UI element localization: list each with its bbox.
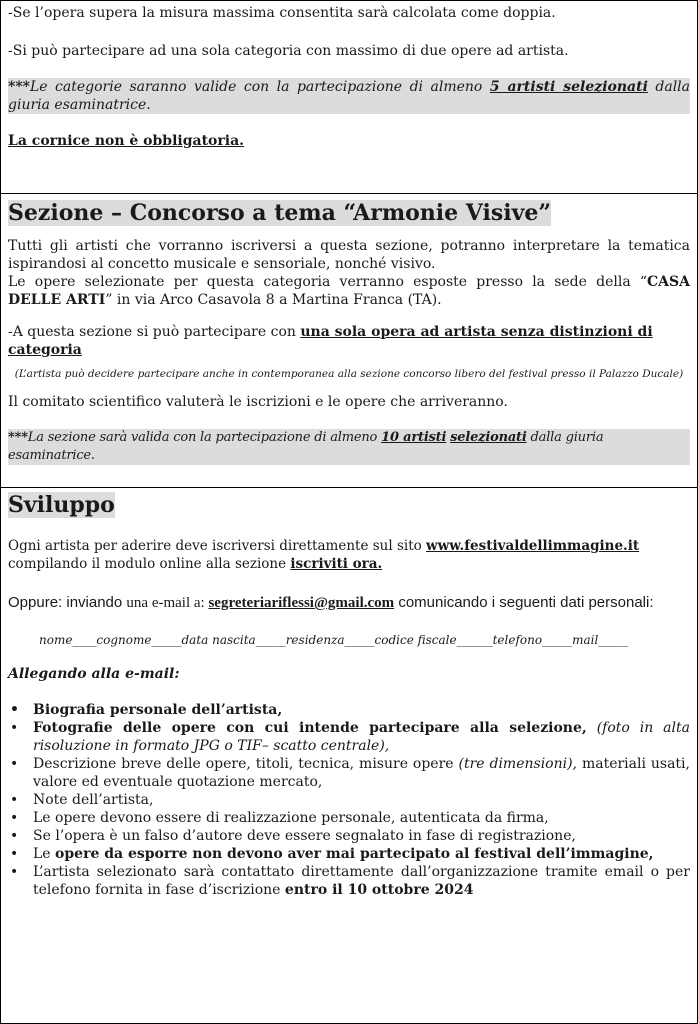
list-item: • Le opere devono essere di realizzazione personale, autenticata da firma, <box>8 809 690 827</box>
email-link[interactable]: segreteriariflessi@gmail.com <box>208 595 395 611</box>
contest-rule: -A questa sezione si può partecipare con una sola opera ad artista senza distinzioni di categoria <box>8 324 653 358</box>
note-selected: selezionati <box>450 430 527 445</box>
section-title: Sezione – Concorso a tema “Armonie Visive” <box>8 200 552 226</box>
contest-intro: Tutti gli artisti che vorranno iscriversi a questa sezione, potranno interpretare la tematica ispirandosi al concetto musicale e sensoriale, nonché visivo. <box>8 238 690 272</box>
note-stars: *** <box>8 79 30 95</box>
list-item: • Se l’opera è un falso d’autore deve essere segnalato in fase di registrazione, <box>8 827 690 845</box>
note-categories <box>8 78 690 114</box>
registration-info: Ogni artista per aderire deve iscriversi direttamente sul sito www.festivaldellimmagine.it compilando il modulo online alla sezione iscriviti ora. <box>8 538 640 572</box>
list-item: • L’artista selezionato sarà contattato direttamente dall’organizzazione tramite email o per telefono fornita in fase d’iscrizione entro il 10 ottobre 2024 <box>8 863 690 899</box>
rule-size: -Se l’opera supera la misura massima consentita sarà calcolata come doppia. <box>8 5 556 21</box>
rule-category: -Si può partecipare ad una sola categoria con massimo di due opere ad artista. <box>8 43 569 59</box>
note-text-end: dalla giuria esaminatrice. <box>8 79 691 113</box>
list-item: • Fotografie delle opere con cui intende partecipare alla selezione, (foto in alta risoluzione in formato JPG o TIF– scatto centrale), <box>8 719 690 755</box>
contest-section <box>1 195 697 488</box>
list-item: • Le opere da esporre non devono aver mai partecipato al festival dell’immagine, <box>8 845 690 863</box>
development-section <box>1 489 697 1023</box>
contest-location: Le opere selezionate per questa categoria verranno esposte presso la sede della “CASA DELLE ARTI” in via Arco Casavola 8 a Martina Franca (TA). <box>8 274 690 308</box>
note-text: Le categorie saranno valide con la partecipazione di almeno <box>29 79 490 95</box>
note-section-validity: ***La sezione sarà valida con la partecipazione di almeno 10 artisti selezionati dalla giuria esaminatrice. <box>8 429 690 465</box>
committee-note: Il comitato scientifico valuterà le iscrizioni e le opere che arriveranno. <box>8 394 508 410</box>
list-item: • Biografia personale dell’artista, <box>8 701 690 719</box>
section-title-development: Sviluppo <box>8 492 115 518</box>
personal-data-fields: nome____cognome_____data nascita_____residenza_____codice fiscale______telefono_____mail_____ <box>39 633 629 647</box>
attach-heading: Allegando alla e-mail: <box>8 666 180 682</box>
contest-aside: (L’artista può decidere partecipare anche in contemporanea alla sezione concorso libero del festival presso il Palazzo Ducale) <box>14 368 684 380</box>
attachments-list <box>8 701 690 899</box>
email-info: Oppure: inviando una e-mail a: segreteriariflessi@gmail.com comunicando i seguenti dati personali: <box>8 594 654 611</box>
festival-website-link[interactable]: www.festivaldellimmagine.it <box>426 538 640 554</box>
frame-note: La cornice non è obbligatoria. <box>8 133 245 149</box>
contest-rule-emph: una sola opera ad artista senza distinzioni di categoria <box>8 324 653 358</box>
list-item: • Note dell’artista, <box>8 791 690 809</box>
list-item: • Descrizione breve delle opere, titoli, tecnica, misure opere (tre dimensioni), materiali usati, valore ed eventuale quotazione mercato, <box>8 755 690 791</box>
note-min-artists: 5 artisti selezionati <box>489 79 648 95</box>
register-now-link[interactable]: iscriviti ora. <box>290 556 383 572</box>
venue-name: CASA DELLE ARTI <box>8 274 690 308</box>
rules-section <box>1 1 697 194</box>
note-ten-artists: 10 artisti <box>381 430 447 445</box>
